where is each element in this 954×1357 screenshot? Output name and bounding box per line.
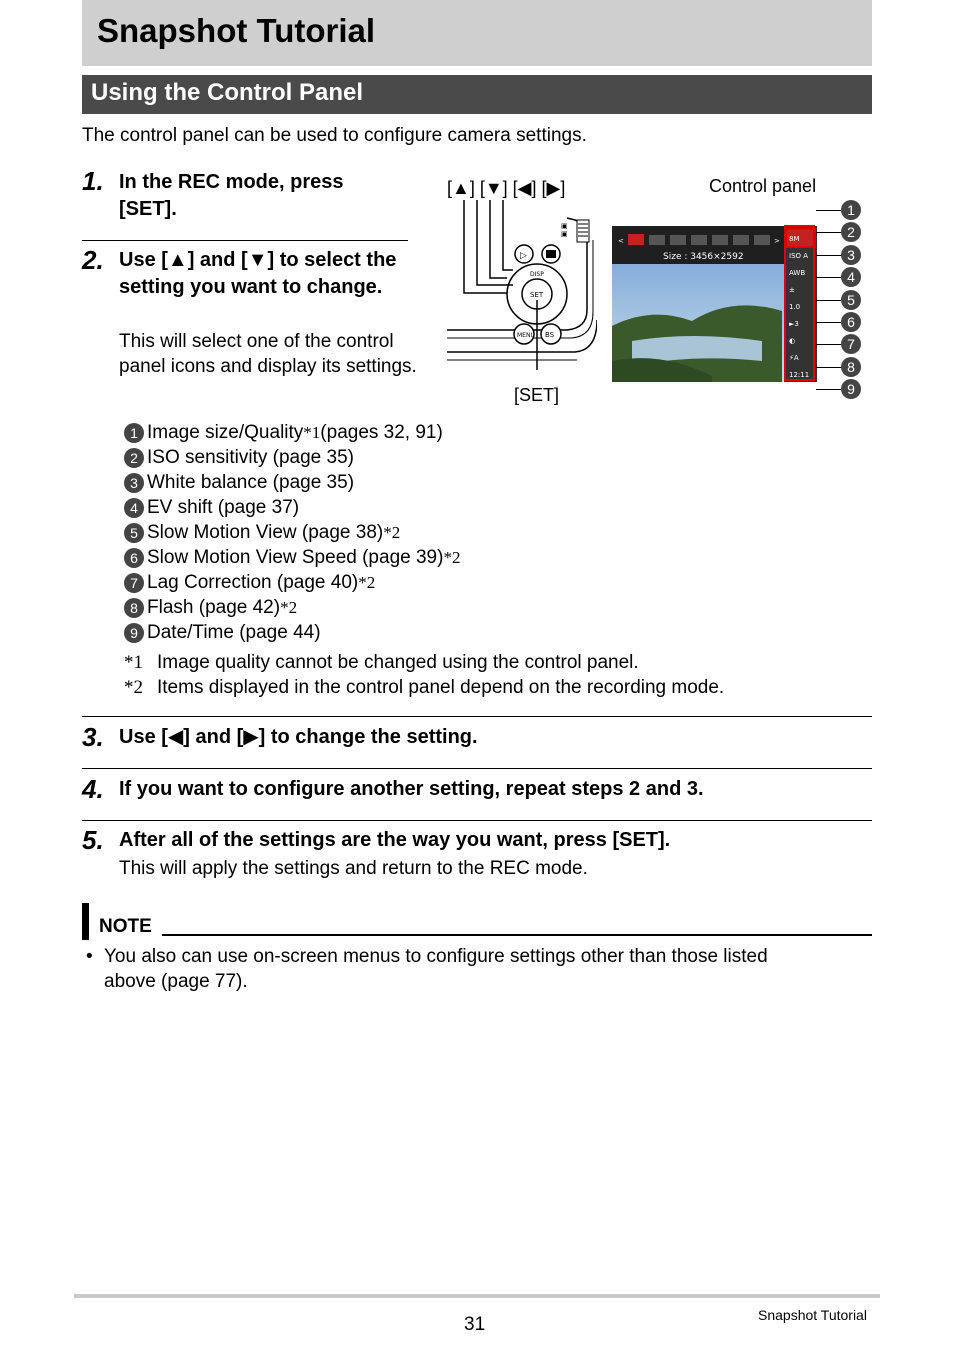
callout-leader: [816, 210, 841, 211]
setting-item-text: EV shift (page 37): [147, 497, 300, 518]
setting-item-pages: (pages 32, 91): [320, 422, 443, 443]
arrow-buttons-label: [▲] [▼] [◀] [▶]: [447, 178, 566, 198]
callout-leader: [816, 344, 841, 345]
setting-item-text: ISO sensitivity (page 35): [147, 447, 354, 468]
step-2-text: Use [▲] and [▼] to select the setting you want to change.: [119, 249, 397, 298]
callout-badge: 4: [841, 267, 861, 287]
setting-item: [124, 445, 460, 470]
setting-item: [124, 545, 460, 570]
step-2-body: This will select one of the control panel icons and display its settings.: [119, 331, 417, 377]
step-5-text: After all of the settings are the way you want, press [SET].: [119, 829, 671, 851]
setting-item-text: White balance (page 35): [147, 472, 355, 493]
setting-item-text: Slow Motion View (page 38): [147, 522, 384, 543]
footnote-mark: *2: [443, 548, 461, 567]
callout-leader: [816, 300, 841, 301]
svg-text:▣: ▣: [561, 230, 568, 238]
callout-leader: [816, 389, 841, 390]
setting-item: [124, 570, 460, 595]
callout-badge: 5: [841, 290, 861, 310]
control-panel-label: Control panel: [709, 176, 817, 196]
panel-icon-label: 12:11: [789, 371, 810, 379]
svg-text:▷: ▷: [520, 251, 527, 261]
divider: [82, 240, 408, 241]
step-5-number: 5.: [82, 825, 104, 855]
number-badge: 2: [124, 448, 144, 468]
svg-text:<: <: [618, 237, 624, 245]
setting-item: [124, 470, 460, 495]
svg-text:DISP: DISP: [530, 271, 544, 278]
number-badge: 6: [124, 548, 144, 568]
setting-item-text: Flash (page 42): [147, 597, 281, 618]
number-badge: 5: [124, 523, 144, 543]
setting-item: [124, 420, 460, 445]
callout-badge: 6: [841, 312, 861, 332]
note-bullet: •: [86, 946, 93, 967]
step-1-number: 1.: [82, 166, 104, 196]
footer-section-title: Snapshot Tutorial: [758, 1307, 867, 1323]
number-badge: 1: [124, 423, 144, 443]
page-number: 31: [464, 1314, 486, 1335]
svg-text:SET: SET: [530, 291, 544, 299]
callout-badge: 1: [841, 200, 861, 220]
setting-item-text: Image size/Quality: [147, 422, 304, 443]
setting-item: [124, 595, 460, 620]
divider: [82, 716, 872, 717]
svg-text:>: >: [774, 237, 780, 245]
footnote-mark: *2: [280, 598, 298, 617]
svg-text:BS: BS: [545, 331, 555, 339]
footnote-2: *2 Items displayed in the control panel depend on the recording mode.: [124, 677, 725, 698]
callout-leader: [816, 255, 841, 256]
note-text-line-1: You also can use on-screen menus to configure settings other than those listed: [104, 946, 768, 967]
number-badge: 4: [124, 498, 144, 518]
step-1-text: In the REC mode, press [SET].: [119, 171, 344, 220]
step-4-text: If you want to configure another setting, repeat steps 2 and 3.: [119, 778, 704, 800]
camera-back-illustration: [447, 200, 597, 370]
number-badge: 9: [124, 623, 144, 643]
panel-icon-label: 1.0: [789, 303, 801, 311]
panel-icon-label: 8M: [789, 235, 800, 243]
callout-leader: [816, 232, 841, 233]
callout-badge: 7: [841, 334, 861, 354]
divider: [82, 768, 872, 769]
callout-badge: 3: [841, 245, 861, 265]
setting-item: [124, 620, 460, 645]
number-badge: 8: [124, 598, 144, 618]
svg-text:▣: ▣: [561, 222, 568, 230]
callout-badge: 2: [841, 222, 861, 242]
callout-badge: 8: [841, 357, 861, 377]
footer-rule: [74, 1294, 880, 1298]
footnote-mark: *2: [383, 523, 401, 542]
svg-text:Size : 3456×2592: Size : 3456×2592: [663, 252, 744, 262]
number-badge: 3: [124, 473, 144, 493]
page-title: Snapshot Tutorial: [97, 12, 376, 49]
callout-list: [816, 200, 866, 400]
step-4-number: 4.: [82, 774, 104, 804]
panel-icon-label: ISO A: [789, 252, 809, 260]
footnote-mark: *2: [358, 573, 376, 592]
panel-icon-label: ⚡A: [789, 354, 799, 362]
set-button-label: [SET]: [514, 385, 560, 405]
settings-list: [124, 420, 460, 645]
setting-item: [124, 495, 460, 520]
divider: [82, 820, 872, 821]
callout-leader: [816, 367, 841, 368]
note-text-line-2: above (page 77).: [104, 971, 248, 992]
section-title: Using the Control Panel: [91, 79, 364, 106]
panel-icon-label: ►3: [789, 320, 799, 328]
setting-item: [124, 520, 460, 545]
callout-leader: [816, 322, 841, 323]
note-rule: [162, 934, 872, 936]
note-label: NOTE: [99, 916, 152, 937]
step-2-number: 2.: [82, 245, 104, 275]
step-5-body: This will apply the settings and return to the REC mode.: [119, 858, 588, 879]
footnote-1: *1 Image quality cannot be changed using the control panel.: [124, 652, 639, 673]
number-badge: 7: [124, 573, 144, 593]
step-3-number: 3.: [82, 722, 104, 752]
intro-text: The control panel can be used to configure camera settings.: [82, 125, 587, 146]
note-marker: [82, 903, 89, 940]
panel-icon-label: ±: [789, 286, 795, 294]
setting-item-text: Date/Time (page 44): [147, 622, 321, 643]
panel-icon-label: ◐: [789, 337, 796, 345]
footnote-mark: *1: [303, 423, 321, 442]
panel-icon-label: AWB: [789, 269, 806, 277]
callout-leader: [816, 277, 841, 278]
setting-item-text: Lag Correction (page 40): [147, 572, 359, 593]
step-3-text: Use [◀] and [▶] to change the setting.: [119, 726, 478, 748]
svg-text:MENU: MENU: [517, 332, 535, 339]
setting-item-text: Slow Motion View Speed (page 39): [147, 547, 444, 568]
control-panel-highlight: [784, 225, 815, 381]
callout-badge: 9: [841, 379, 861, 399]
